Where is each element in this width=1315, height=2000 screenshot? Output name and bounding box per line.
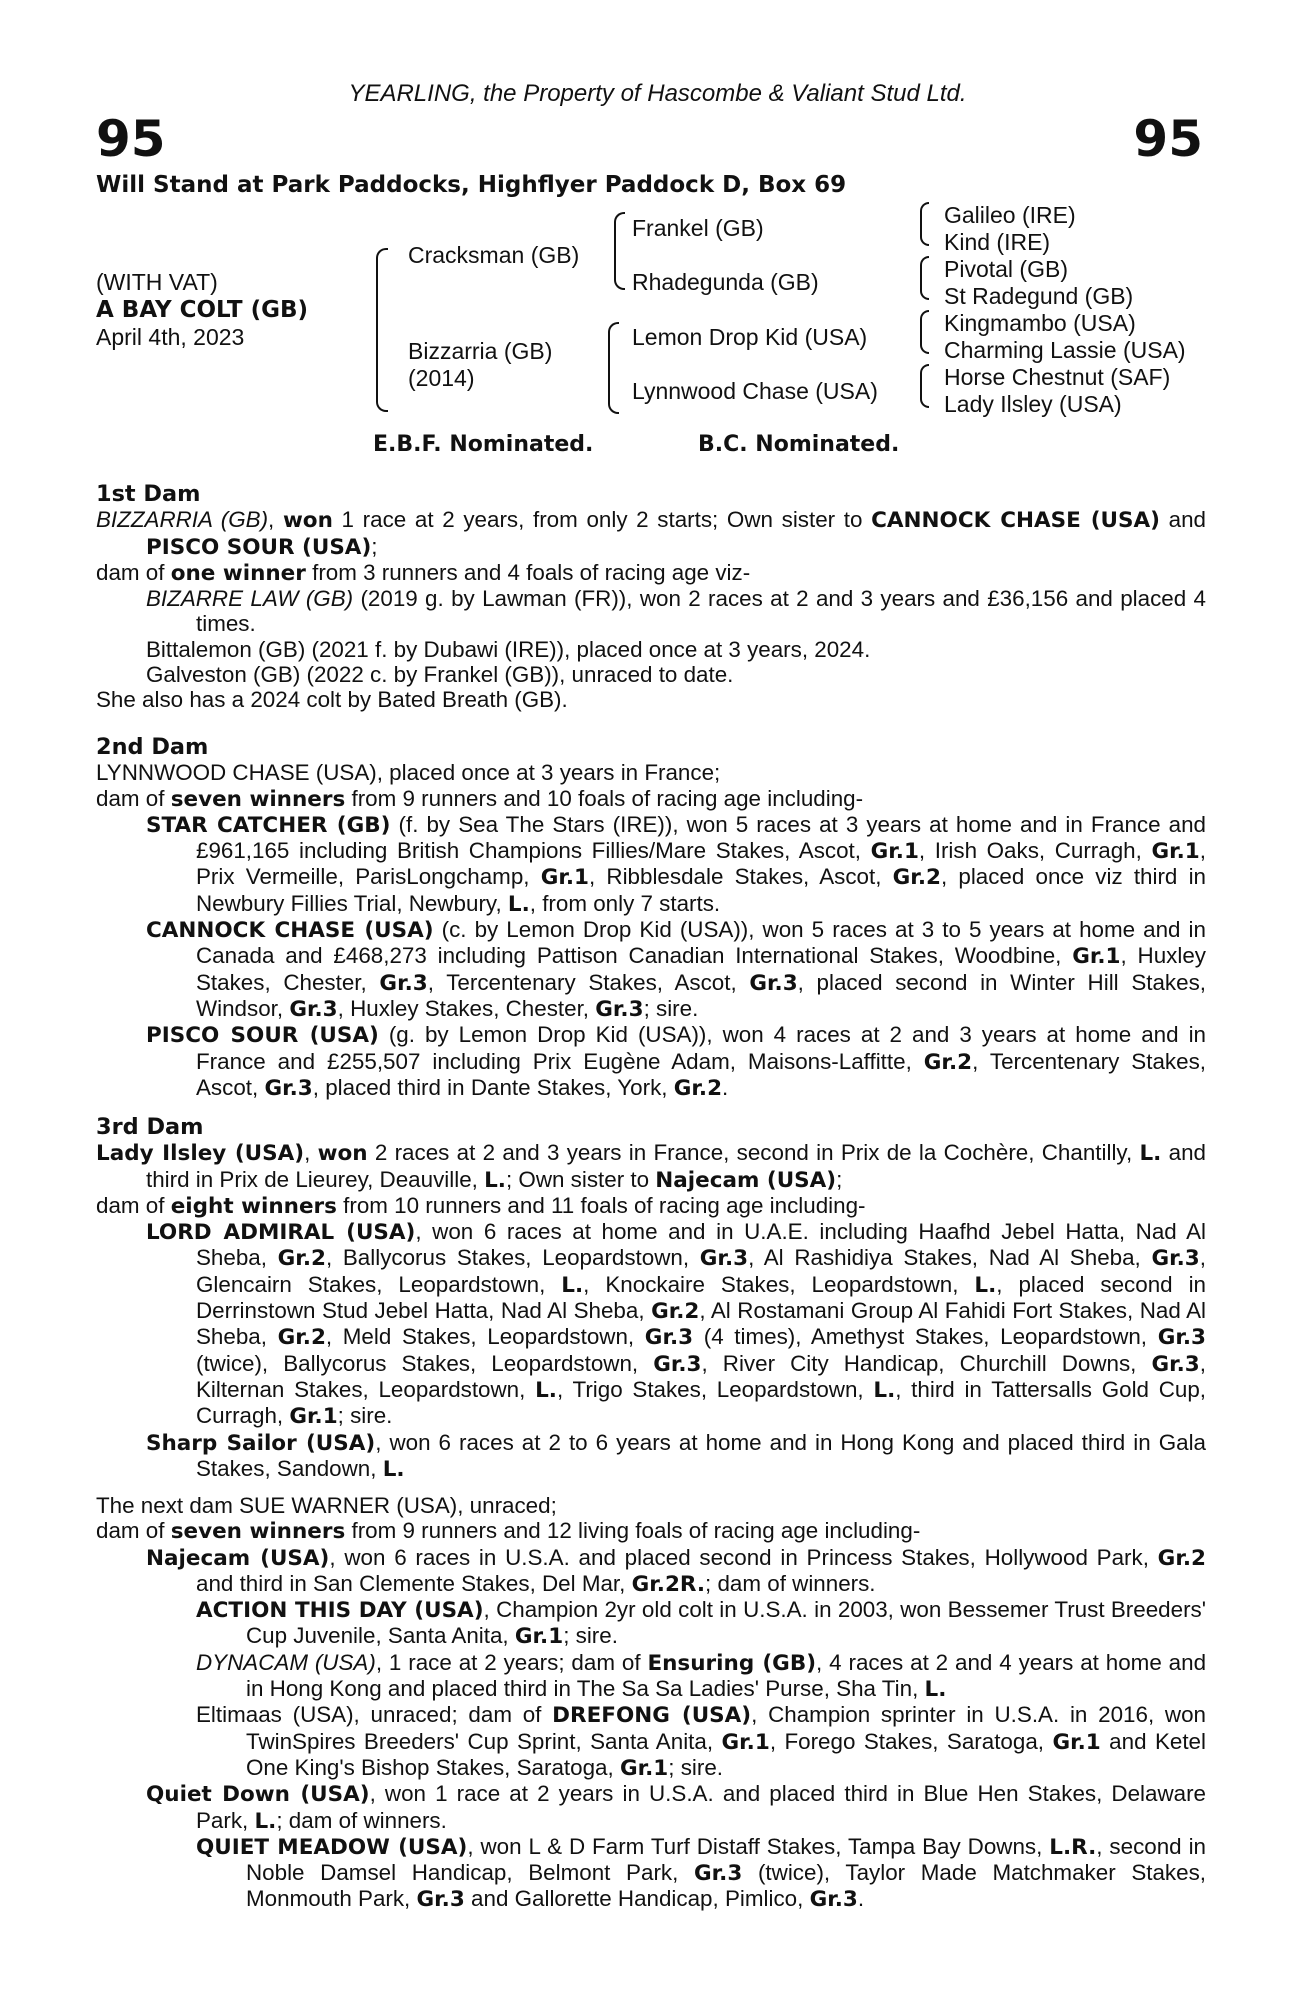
pedigree-dam-year: (2014) <box>408 365 475 391</box>
pedigree-bracket-lemondropkid <box>920 310 929 354</box>
pedigree-dam-sire: Lemon Drop Kid (USA) <box>632 324 868 350</box>
produce-item: BIZARRE LAW (GB) (2019 g. by Lawman (FR)), won 2 races at 2 and 3 years and £36,156 and placed 4 times. <box>146 586 1206 637</box>
pedigree-sire-sire: Frankel (GB) <box>632 215 764 241</box>
lot-number-left: 95 <box>96 110 166 168</box>
produce-item: Quiet Down (USA), won 1 race at 2 years in U.S.A. and placed third in Blue Hen Stakes, Delaware Park, L.; dam of winners. <box>146 1781 1206 1834</box>
first-dam-note: She also has a 2024 colt by Bated Breath (GB). <box>96 687 568 713</box>
pedigree-gen3-8: Lady Ilsley (USA) <box>944 391 1122 417</box>
pedigree-gen3-3: Pivotal (GB) <box>944 256 1068 282</box>
pedigree-sire-dam: Rhadegunda (GB) <box>632 269 819 295</box>
stand-location: Will Stand at Park Paddocks, Highflyer Paddock D, Box 69 <box>96 172 847 198</box>
produce-item: ACTION THIS DAY (USA), Champion 2yr old colt in U.S.A. in 2003, won Bessemer Trust Breeders' Cup Juvenile, Santa Anita, Gr.1; sire. <box>196 1597 1206 1650</box>
pedigree-bracket-frankel <box>920 202 929 246</box>
second-dam-heading: 2nd Dam <box>96 734 209 760</box>
pedigree-gen3-7: Horse Chestnut (SAF) <box>944 364 1171 390</box>
pedigree-dam: Bizzarria (GB) <box>408 338 553 364</box>
pedigree-bracket-dam <box>608 322 619 414</box>
produce-item: Sharp Sailor (USA), won 6 races at 2 to 6 years at home and in Hong Kong and placed third in Gala Stakes, Sandown, L. <box>146 1429 1206 1482</box>
ebf-nomination: E.B.F. Nominated. <box>373 432 594 457</box>
pedigree-bracket-lynnwood <box>920 364 929 408</box>
produce-item: Bittalemon (GB) (2021 f. by Dubawi (IRE)), placed once at 3 years, 2024. <box>146 636 871 662</box>
third-dam-summary: Lady Ilsley (USA), won 2 races at 2 and 3 years in France, second in Prix de la Cochère, Chantilly, L. and third in Prix de Lieurey, Deauville, L.; Own sister to Najecam (USA); <box>96 1140 1207 1193</box>
produce-item: Eltimaas (USA), unraced; dam of DREFONG (USA), Champion sprinter in U.S.A. in 2016, won TwinSpires Breeders' Cup Sprint, Santa Anita, Gr.1, Forego Stakes, Saratoga, Gr.1 and Ketel One King's Bishop Stakes, Saratoga, Gr.1; sire. <box>196 1702 1207 1781</box>
produce-item: Najecam (USA), won 6 races in U.S.A. and placed second in Princess Stakes, Hollywood Park, Gr.2 and third in San Clemente Stakes, Del Mar, Gr.2R.; dam of winners. <box>146 1544 1206 1597</box>
third-dam-produce-line: dam of eight winners from 10 runners and 11 foals of racing age including- <box>96 1192 866 1219</box>
produce-item: PISCO SOUR (USA) (g. by Lemon Drop Kid (USA)), won 4 races at 2 and 3 years at home and in France and £255,507 including Prix Eugène Adam, Maisons-Laffitte, Gr.2, Tercentenary Stakes, Ascot, Gr.3, placed third in Dante Stakes, York, Gr.2. <box>146 1022 1207 1101</box>
first-dam-section <box>96 482 1206 713</box>
second-dam-produce-line: dam of seven winners from 9 runners and 10 foals of racing age including- <box>96 785 864 812</box>
pedigree-gen3-4: St Radegund (GB) <box>944 283 1134 309</box>
pedigree-gen3-6: Charming Lassie (USA) <box>944 337 1186 363</box>
produce-item: CANNOCK CHASE (USA) (c. by Lemon Drop Kid (USA)), won 5 races at 3 to 5 years at home and in Canada and £468,273 including Pattison Canadian International Stakes, Woodbine, Gr.1, Huxley Stakes, Chester, Gr.3, Tercentenary Stakes, Ascot, Gr.3, placed second in Winter Hill Stakes, Windsor, Gr.3, Huxley Stakes, Chester, Gr.3; sire. <box>146 917 1206 1022</box>
third-dam-heading: 3rd Dam <box>96 1114 204 1140</box>
pedigree-sire: Cracksman (GB) <box>408 242 580 268</box>
pedigree-gen3-2: Kind (IRE) <box>944 229 1051 255</box>
horse-name: A BAY COLT (GB) <box>96 297 309 323</box>
first-dam-produce-line: dam of one winner from 3 runners and 4 foals of racing age viz- <box>96 559 751 586</box>
produce-item: QUIET MEADOW (USA), won L & D Farm Turf Distaff Stakes, Tampa Bay Downs, L.R., second in Noble Damsel Handicap, Belmont Park, Gr.3 (twice), Taylor Made Matchmaker Stakes, Monmouth Park, Gr.3 and Gallorette Handicap, Pimlico, Gr.3. <box>196 1833 1207 1913</box>
next-dam-summary: The next dam SUE WARNER (USA), unraced; <box>96 1493 557 1518</box>
next-dam-section <box>96 1493 1206 1913</box>
third-dam-section <box>96 1115 1206 1482</box>
bc-nomination: B.C. Nominated. <box>698 432 900 457</box>
pedigree-gen3-1: Galileo (IRE) <box>944 202 1076 228</box>
next-dam-produce-line: dam of seven winners from 9 runners and 12 living foals of racing age including- <box>96 1518 921 1545</box>
pedigree-bracket-gen1 <box>376 248 388 412</box>
pedigree-dam-dam: Lynnwood Chase (USA) <box>632 378 878 404</box>
pedigree-bracket-sire <box>614 212 625 290</box>
lot-number-right: 95 <box>1133 110 1203 168</box>
pedigree-gen3-5: Kingmambo (USA) <box>944 310 1136 336</box>
produce-item: Galveston (GB) (2022 c. by Frankel (GB)), unraced to date. <box>146 662 734 688</box>
foaling-date: April 4th, 2023 <box>96 324 245 350</box>
page-subtitle: YEARLING, the Property of Hascombe & Valiant Stud Ltd. <box>348 80 967 107</box>
produce-item: STAR CATCHER (GB) (f. by Sea The Stars (IRE)), won 5 races at 3 years at home and in France and £961,165 including British Champions Fillies/Mare Stakes, Ascot, Gr.1, Irish Oaks, Curragh, Gr.1, Prix Vermeille, ParisLongchamp, Gr.1, Ribblesdale Stakes, Ascot, Gr.2, placed once viz third in Newbury Fillies Trial, Newbury, L., from only 7 starts. <box>146 811 1206 917</box>
second-dam-summary: LYNNWOOD CHASE (USA), placed once at 3 years in France; <box>96 760 721 786</box>
produce-item: LORD ADMIRAL (USA), won 6 races at home and in U.A.E. including Haafhd Jebel Hatta, Nad Al Sheba, Gr.2, Ballycorus Stakes, Leopardstown, Gr.3, Al Rashidiya Stakes, Nad Al Sheba, Gr.3, Glencairn Stakes, Leopardstown, L., Knockaire Stakes, Leopardstown, L., placed second in Derrinstown Stud Jebel Hatta, Nad Al Sheba, Gr.2, Al Rostamani Group Al Fahidi Fort Stakes, Nad Al Sheba, Gr.2, Meld Stakes, Leopardstown, Gr.3 (4 times), Amethyst Stakes, Leopardstown, Gr.3 (twice), Ballycorus Stakes, Leopardstown, Gr.3, River City Handicap, Churchill Downs, Gr.3, Kilternan Stakes, Leopardstown, L., Trigo Stakes, Leopardstown, L., third in Tattersalls Gold Cup, Curragh, Gr.1; sire. <box>146 1219 1207 1430</box>
first-dam-summary: BIZZARRIA (GB), won 1 race at 2 years, from only 2 starts; Own sister to CANNOCK CHASE (USA) and PISCO SOUR (USA); <box>96 507 1206 560</box>
produce-item: DYNACAM (USA), 1 race at 2 years; dam of Ensuring (GB), 4 races at 2 and 4 years at home and in Hong Kong and placed third in The Sa Sa Ladies' Purse, Sha Tin, L. <box>196 1649 1207 1703</box>
second-dam-section <box>96 735 1206 1101</box>
vat-note: (WITH VAT) <box>96 269 218 295</box>
first-dam-heading: 1st Dam <box>96 481 201 507</box>
pedigree-bracket-rhadegunda <box>920 256 929 300</box>
